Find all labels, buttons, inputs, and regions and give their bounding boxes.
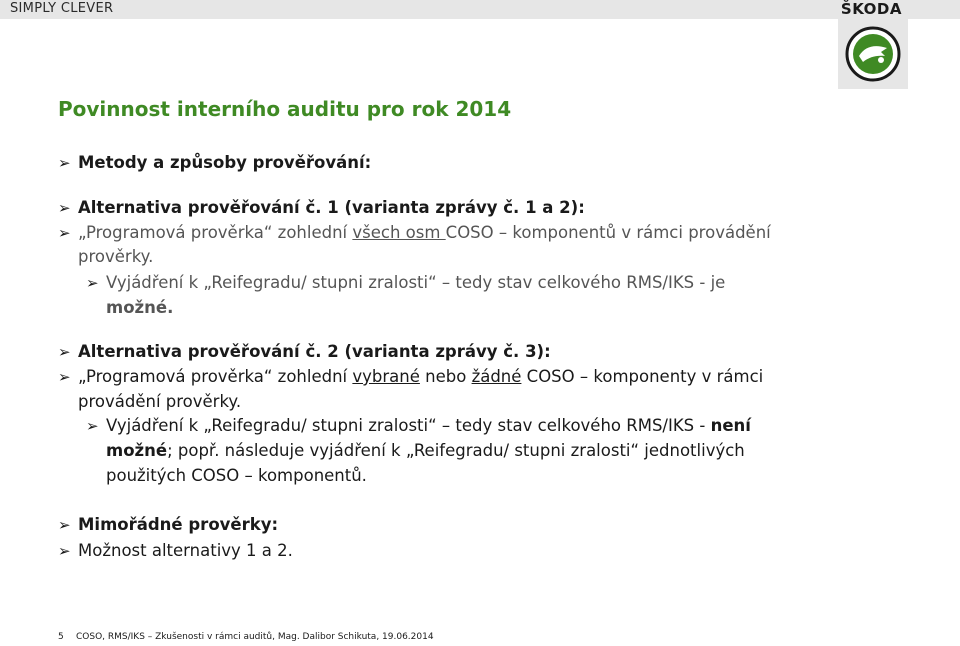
arrow-bullet-icon: ➢	[58, 224, 71, 242]
bullet-possibility: ➢ Možnost alternativy 1 a 2.	[58, 539, 293, 563]
footer	[58, 632, 434, 642]
arrow-bullet-icon: ➢	[58, 154, 71, 172]
page-number: 5	[58, 632, 64, 642]
slogan: SIMPLY CLEVER	[10, 1, 114, 16]
bullet-program-review-1: ➢ „Programová prověrka“ zohlední všech osm COSO – komponentů v rámci provádění	[58, 221, 771, 245]
bullet-program-review-2: ➢ „Programová prověrka“ zohlední vybrané nebo žádné COSO – komponenty v rámci	[58, 365, 763, 389]
arrow-bullet-icon: ➢	[86, 274, 99, 292]
header-bar	[0, 0, 960, 19]
sub-bullet-maturity-2: ➢ Vyjádření k „Reifegradu/ stupni zralosti“ – tedy stav celkového RMS/IKS - není	[86, 414, 751, 438]
brand-wordmark: ŠKODA	[840, 0, 902, 18]
arrow-bullet-icon: ➢	[58, 368, 71, 386]
brand-logo	[838, 19, 908, 89]
bullet-extraordinary: ➢ Mimořádné prověrky:	[58, 513, 278, 537]
skoda-logo-icon	[845, 26, 901, 82]
arrow-bullet-icon: ➢	[58, 343, 71, 361]
arrow-bullet-icon: ➢	[58, 516, 71, 534]
continuation-text: možné.	[106, 298, 174, 317]
continuation-text: použitých COSO – komponentů.	[106, 466, 367, 485]
continuation-text: možné; popř. následuje vyjádření k „Reifegradu/ stupni zralosti“ jednotlivých	[106, 441, 745, 460]
arrow-bullet-icon: ➢	[58, 542, 71, 560]
bullet-alternative-2: ➢ Alternativa prověřování č. 2 (varianta zprávy č. 3):	[58, 340, 551, 364]
bullet-alternative-1: ➢ Alternativa prověřování č. 1 (varianta zprávy č. 1 a 2):	[58, 196, 585, 220]
arrow-bullet-icon: ➢	[58, 199, 71, 217]
sub-bullet-maturity-1: ➢ Vyjádření k „Reifegradu/ stupni zralosti“ – tedy stav celkového RMS/IKS - je	[86, 271, 725, 295]
bullet-methods: ➢ Metody a způsoby prověřování:	[58, 151, 371, 175]
continuation-text: prověrky.	[78, 247, 154, 266]
page-title: Povinnost interního auditu pro rok 2014	[58, 97, 512, 121]
continuation-text: provádění prověrky.	[78, 392, 242, 411]
footer-text: COSO, RMS/IKS – Zkušenosti v rámci auditů, Mag. Dalibor Schikuta, 19.06.2014	[76, 632, 434, 642]
arrow-bullet-icon: ➢	[86, 417, 99, 435]
